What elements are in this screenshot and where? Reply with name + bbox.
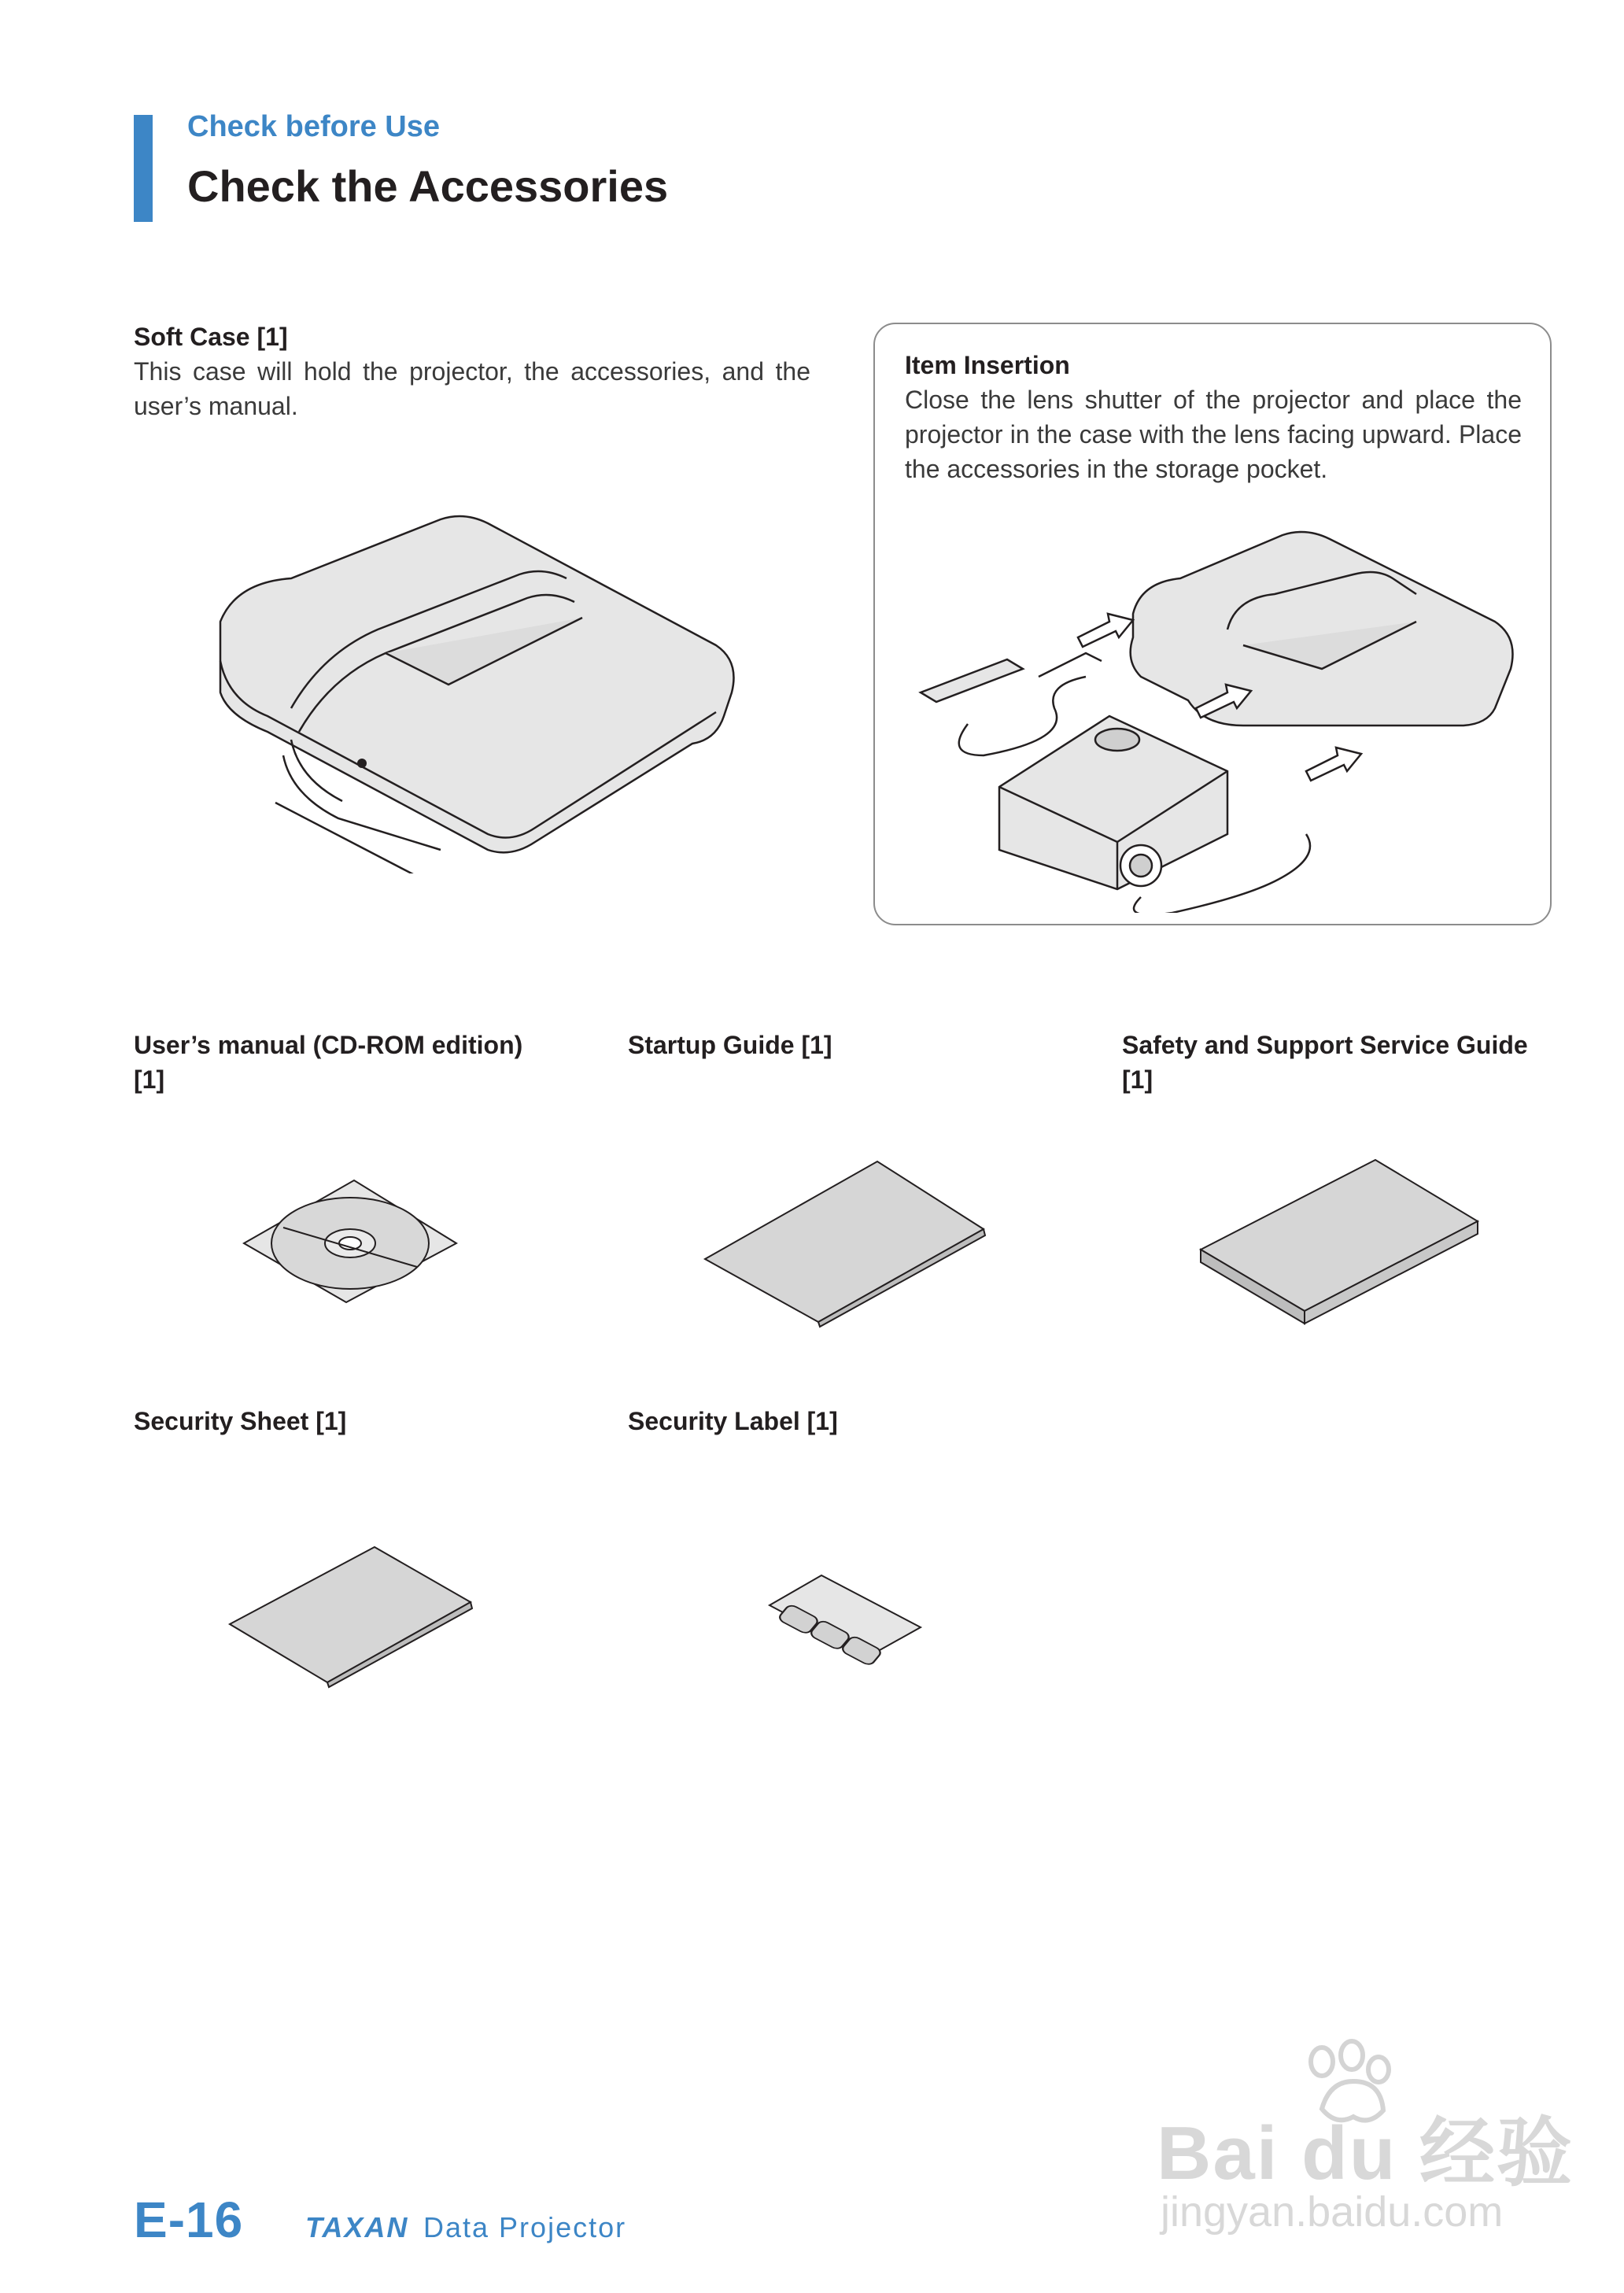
accessory-label: Startup Guide [1] [628,1031,832,1059]
cd-rom-icon [236,1172,464,1306]
accessory-label: Security Sheet [1] [134,1407,347,1435]
item-insertion-heading: Item Insertion [905,351,1070,379]
brand-logo: TAXAN [305,2211,409,2243]
section-accent-bar [134,115,153,222]
booklet-icon [700,1157,991,1330]
soft-case-heading: Soft Case [1] [134,323,288,351]
sheet-icon [225,1542,477,1692]
watermark-brand: Bai du 经验 [1157,2111,1574,2195]
item-insertion-illustration [913,519,1526,913]
page-title: Check the Accessories [187,161,669,211]
soft-case-illustration [205,504,755,873]
accessory-label: Security Label [1] [628,1407,838,1435]
watermark-url: jingyan.baidu.com [1161,2188,1504,2236]
section-label: Check before Use [187,110,441,143]
soft-case-description: This case will hold the projector, the accessories, and the user’s manual. [134,357,810,420]
label-icon [766,1571,924,1665]
item-insertion-description: Close the lens shutter of the projector and place the projector in the case with the lens facing upward. Place the accessories in the storage pocket. [905,386,1522,483]
product-name: Data Projector [423,2211,627,2243]
accessory-quantity: [1] [1122,1065,1153,1094]
page-number: E-16 [134,2191,244,2248]
accessory-label: User’s manual (CD-ROM edition) [134,1031,523,1059]
accessory-quantity: [1] [134,1065,165,1094]
book-icon [1194,1155,1486,1328]
accessory-label: Safety and Support Service Guide [1122,1031,1528,1059]
